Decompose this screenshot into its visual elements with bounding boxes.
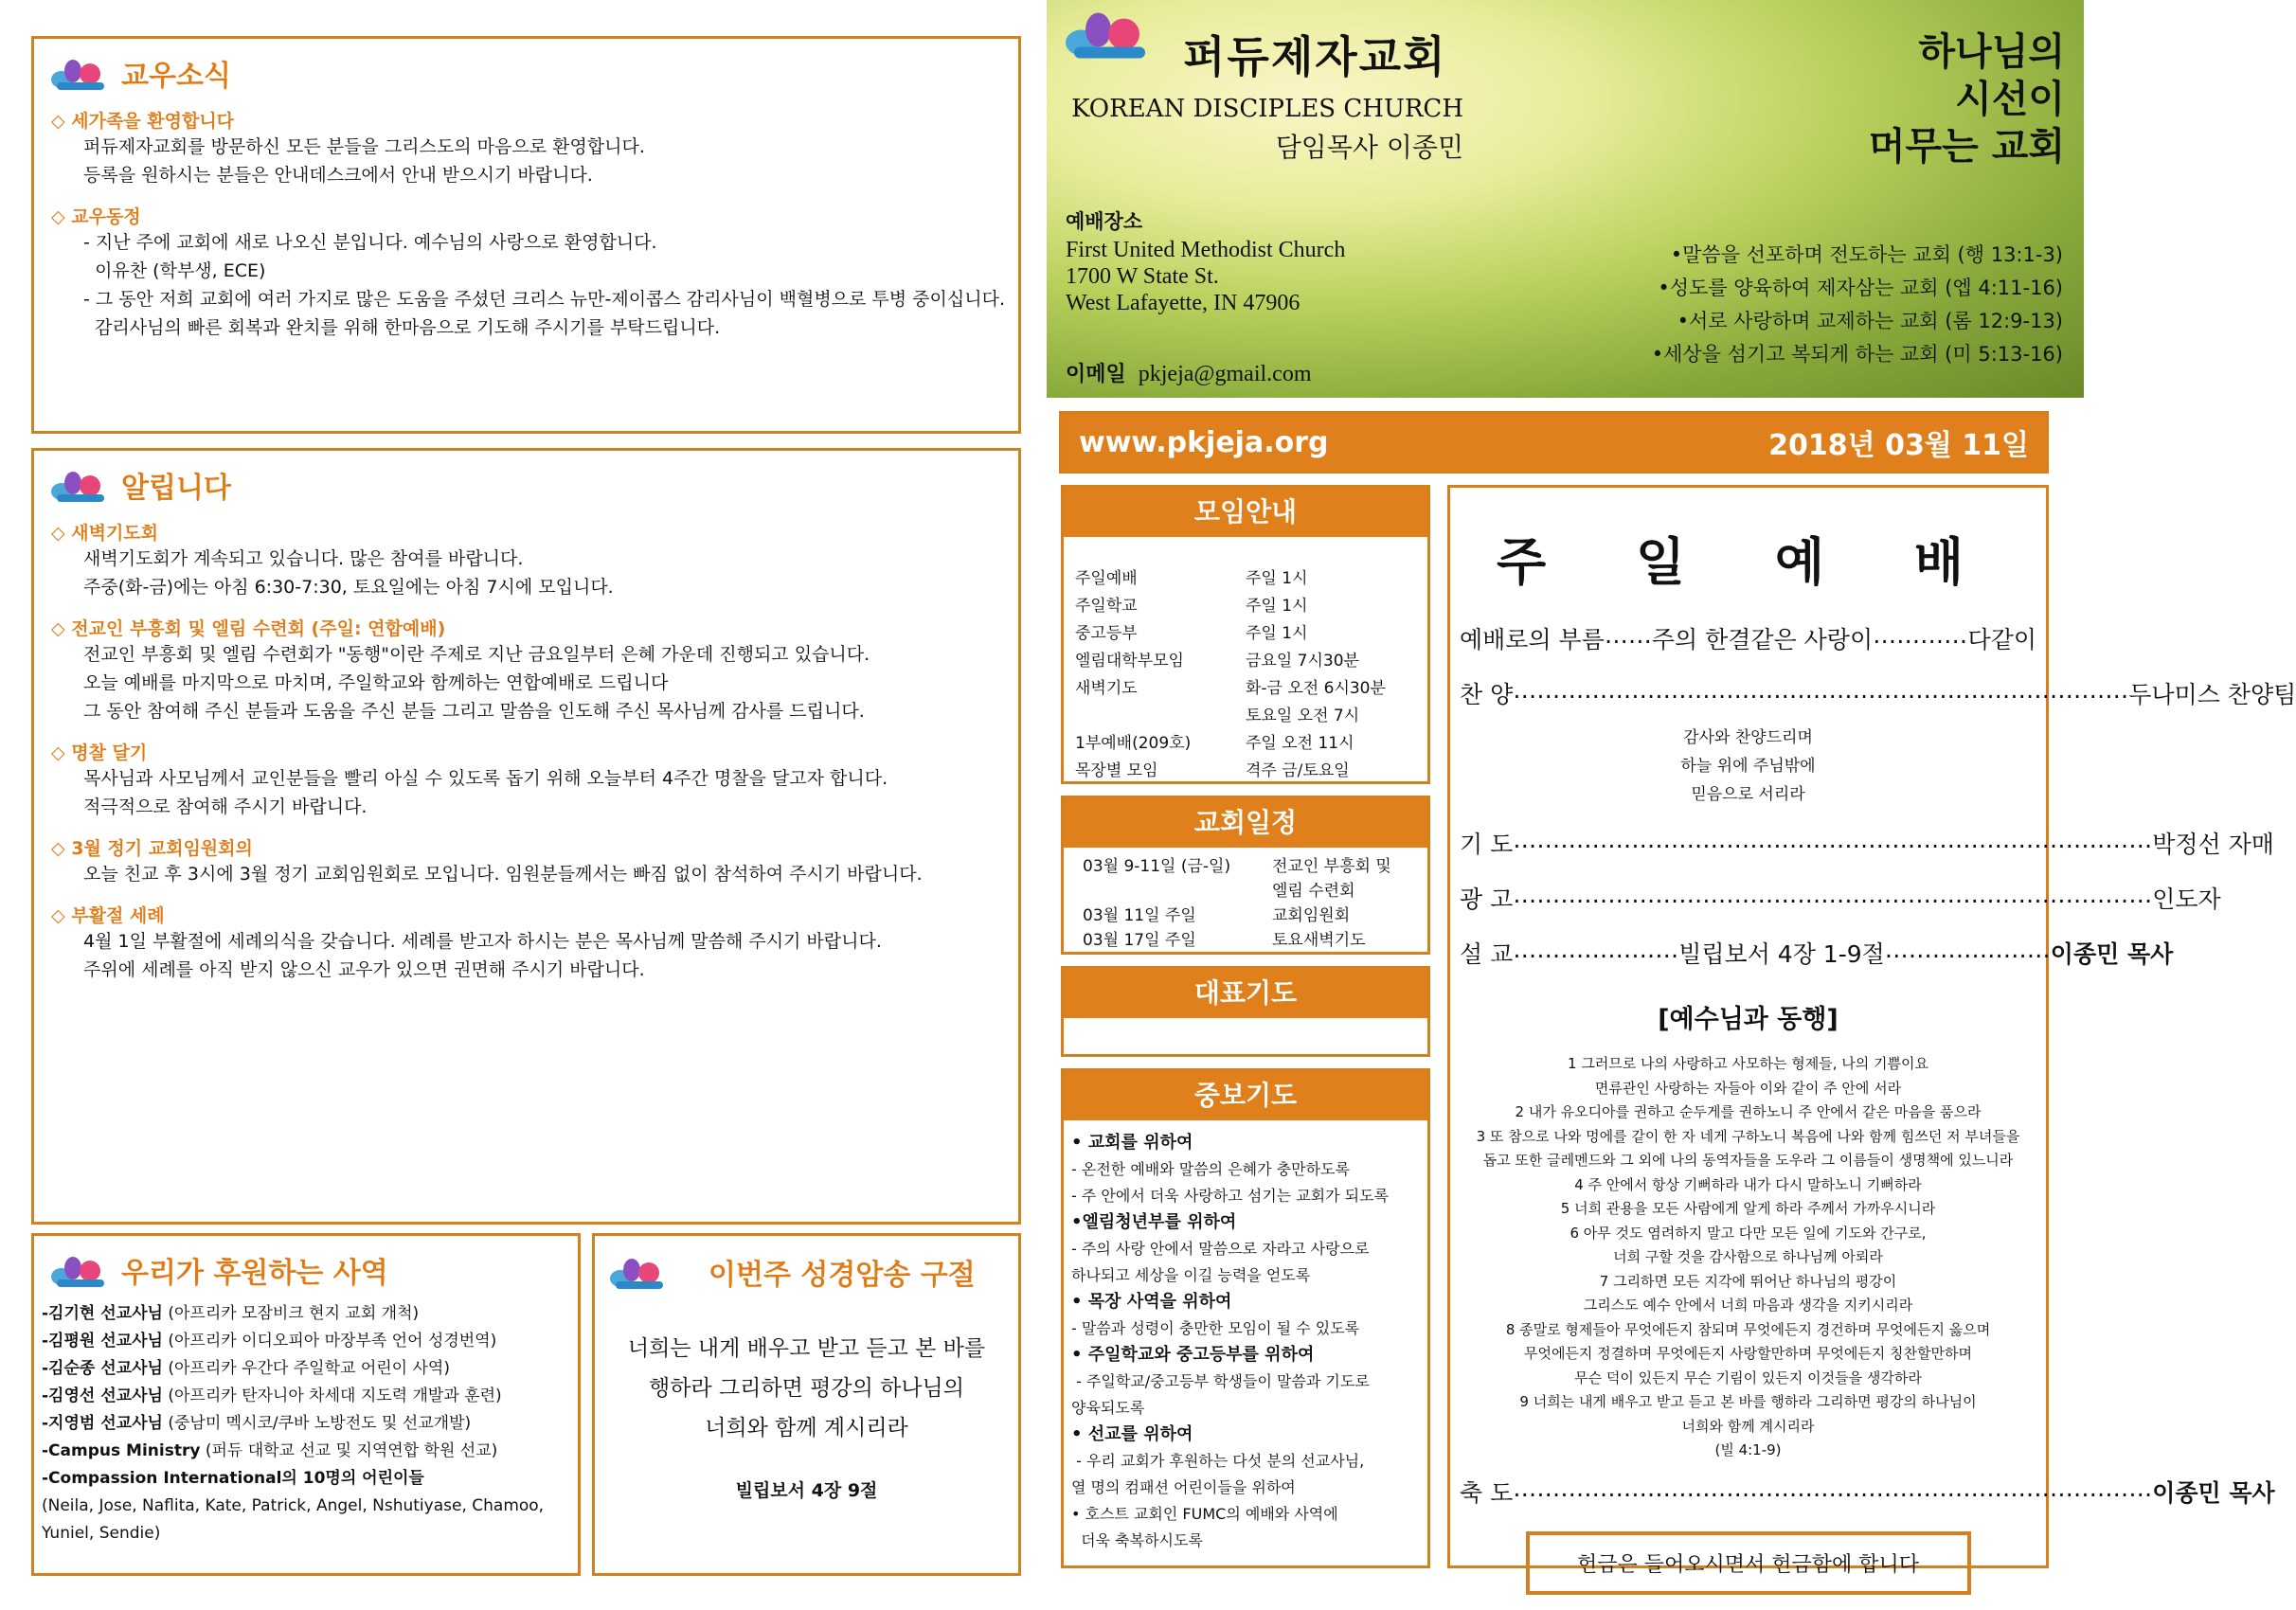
scripture-line: 너희와 함께 계시리라 <box>1681 1417 1815 1435</box>
announce-title: 알립니다 <box>121 472 231 505</box>
item-line: 오늘 예배를 마지막으로 마치며, 주일학교와 함께하는 연합예배로 드립니다 <box>83 672 669 693</box>
intercession-list <box>1064 1120 1427 1554</box>
item-heading: ◇ 교우동정 <box>51 203 1001 228</box>
memory-verse-section <box>592 1233 1021 1576</box>
order-label: 축 도 <box>1460 1478 1514 1507</box>
church-logo-icon <box>51 466 112 504</box>
mission-item <box>42 1383 570 1410</box>
song-title: 감사와 찬양드리며 <box>1683 728 1813 747</box>
order-leader: 두나미스 찬양팀 <box>2128 681 2296 708</box>
order-label: 기 도 <box>1460 831 1514 858</box>
intercession-line: 더욱 축복하시도록 <box>1071 1531 1203 1549</box>
item-heading: ◇ 명찰 달기 <box>51 739 1001 764</box>
schedule-event: 토요새벽기도 <box>1272 931 1366 950</box>
address-line: First United Methodist Church <box>1066 238 1346 262</box>
meeting-row <box>1075 675 1416 703</box>
meeting-name <box>1075 703 1246 730</box>
order-leader: 이종민 목사 <box>2152 1478 2275 1507</box>
memory-header <box>610 1251 1003 1293</box>
worship-place-label: 예배장소 <box>1066 210 1143 233</box>
missions-children: (Neila, Jose, Naflita, Kate, Patrick, Angel, Nshutiyase, Chamoo, Yuniel, Sendie) <box>42 1496 545 1543</box>
scripture-line: 4 주 안에서 항상 기뻐하라 내가 다시 말하노니 기뻐하라 <box>1574 1175 1922 1193</box>
worship-place <box>1066 206 1345 387</box>
memory-title: 이번주 성경암송 구절 <box>709 1259 976 1292</box>
order-leader: 이종민 목사 <box>2050 940 2174 968</box>
scripture-line: 돕고 또한 글레멘드와 그 외에 나의 동역자들을 도우라 그 이름들이 생명책에 있느니라 <box>1482 1152 2014 1169</box>
header-banner <box>1047 0 2084 398</box>
item-line: 목사님과 사모님께서 교인분들을 빨리 아실 수 있도록 돕기 위해 오늘부터 4주간 명찰을 달고자 합니다. <box>83 768 888 789</box>
verse-line: 너희는 내게 배우고 받고 듣고 본 바를 <box>627 1336 986 1361</box>
church-logo-icon <box>610 1253 671 1291</box>
schedule-date: 03월 17일 주일 <box>1083 931 1196 950</box>
meeting-time: 격주 금/토요일 <box>1246 761 1350 780</box>
vision-line: •서로 사랑하며 교제하는 교회 (롬 12:9-13) <box>1677 310 2063 332</box>
scripture-line: 1 그러므로 나의 사랑하고 사모하는 형제들, 나의 기쁨이요 <box>1568 1055 1928 1072</box>
mission-item <box>42 1355 570 1383</box>
mission-name: -Campus Ministry <box>42 1441 201 1460</box>
order-call-to-worship: 예배로의 부름 …… 주의 한결같은 사랑이 ………… 다같이 <box>1460 621 2036 653</box>
meeting-row <box>1075 730 1416 758</box>
worship-place-address <box>1066 237 1345 316</box>
meeting-row <box>1075 593 1416 620</box>
news-header <box>51 52 1001 94</box>
mission-name: -김평원 선교사님 <box>42 1332 163 1351</box>
intercession-line: • 목장 사역을 위하여 <box>1071 1292 1232 1312</box>
item-line: 4월 1일 부활절에 세례의식을 갖습니다. 세례를 받고자 하시는 분은 목사님께 말씀해 주시기 바랍니다. <box>83 931 882 952</box>
meeting-name: 주일예배 <box>1075 569 1138 588</box>
address-line: West Lafayette, IN 47906 <box>1066 291 1300 315</box>
meeting-name: 엘림대학부모임 <box>1075 652 1184 671</box>
worship-title: 주 일 예 배 <box>1496 532 2000 592</box>
scripture-line: 8 종말로 형제들아 무엇에든지 참되며 무엇에든지 경건하며 무엇에든지 옳으며 <box>1505 1320 1991 1338</box>
schedule-title: 교회일정 <box>1064 798 1427 848</box>
scripture-line: 6 아무 것도 염려하지 말고 다만 모든 일에 기도와 간구로, <box>1570 1224 1927 1242</box>
meeting-time: 금요일 7시30분 <box>1246 652 1359 671</box>
intercession-line: • 주일학교와 중고등부를 위하여 <box>1071 1345 1315 1365</box>
meeting-time: 주일 1시 <box>1246 597 1308 616</box>
order-label: 찬 양 <box>1460 681 1514 708</box>
mission-desc: (중남미 멕시코/쿠바 노방전도 및 선교개발) <box>162 1414 472 1433</box>
schedule-event: 전교인 부흥회 및 <box>1272 857 1391 876</box>
meetings-title: 모임안내 <box>1064 488 1427 537</box>
meeting-time: 토요일 오전 7시 <box>1246 707 1360 725</box>
meeting-time: 주일 1시 <box>1246 624 1308 643</box>
scripture-line: 면류관인 사랑하는 자들아 이와 같이 주 안에 서라 <box>1594 1079 1902 1097</box>
schedule-row <box>1083 904 1416 927</box>
scripture-line: 7 그리하면 모든 지각에 뛰어난 하나님의 평강이 <box>1599 1272 1897 1290</box>
news-list <box>51 107 1005 342</box>
item-heading: ◇ 새벽기도회 <box>51 519 1001 545</box>
intercession-line: 양육되도록 <box>1071 1399 1145 1417</box>
mission-name: -김영선 선교사님 <box>42 1386 163 1405</box>
meeting-row <box>1075 565 1416 593</box>
intercession-line: •엘림청년부를 위하여 <box>1071 1212 1237 1232</box>
order-leader: 인도자 <box>2152 886 2221 913</box>
announce-list <box>51 519 1001 984</box>
mission-name: -김순종 선교사님 <box>42 1359 163 1378</box>
order-sermon: 설 교 ………………… 빌립보서 4장 1-9절 ………………… 이종민 목사 <box>1460 936 2174 968</box>
scripture-line: 너희 구할 것을 감사함으로 하나님께 아뢰라 <box>1613 1248 1883 1265</box>
rep-prayer-section <box>1061 966 1430 1057</box>
vision-line: •세상을 섬기고 복되게 하는 교회 (미 5:13-16) <box>1651 343 2063 366</box>
scripture-line: (빌 4:1-9) <box>1714 1441 1782 1458</box>
intercession-line: • 호스트 교회인 FUMC의 예배와 사역에 <box>1071 1505 1338 1523</box>
schedule-row <box>1083 880 1416 903</box>
intercession-line: 열 명의 컴패션 어린이들을 위하여 <box>1071 1478 1296 1496</box>
intercession-line: • 교회를 위하여 <box>1071 1133 1193 1153</box>
sermon-title: [예수님과 동행] <box>1658 1005 1839 1034</box>
schedule-event: 엘림 수련회 <box>1272 882 1355 901</box>
meeting-name: 1부예배(209호) <box>1075 734 1192 753</box>
meeting-row <box>1075 703 1416 730</box>
rep-prayer-title: 대표기도 <box>1064 969 1427 1018</box>
announce-header <box>51 464 1001 506</box>
schedule-date <box>1083 880 1272 903</box>
church-logo-icon <box>51 54 112 92</box>
scripture-line: 3 또 참으로 나와 멍에를 같이 한 자 네게 구하노니 복음에 나와 함께 힘쓰던 저 부녀들을 <box>1476 1127 2020 1145</box>
schedule-section <box>1061 796 1430 955</box>
scripture-line: 2 내가 유오디아를 권하고 순두게를 권하노니 주 안에서 같은 마음을 품으라 <box>1515 1103 1982 1120</box>
memory-verse-text <box>610 1329 1003 1448</box>
scripture-line: 9 너희는 내게 배우고 받고 듣고 본 바를 행하라 그리하면 평강의 하나님이 <box>1519 1393 1977 1410</box>
news-title: 교우소식 <box>121 60 231 93</box>
address-line: 1700 W State St. <box>1066 264 1219 289</box>
schedule-row <box>1083 929 1416 952</box>
missions-header <box>42 1249 570 1291</box>
mission-name: -Compassion International의 10명의 어린이들 <box>42 1469 424 1488</box>
meeting-row <box>1075 620 1416 648</box>
church-logo-icon <box>51 1251 112 1289</box>
church-name-korean: 퍼듀제자교회 <box>1183 31 1447 82</box>
item-line: 이유찬 (학부생, ECE) <box>83 260 266 281</box>
email-link[interactable]: pkjeja@gmail.com <box>1138 362 1312 386</box>
order-praise: 찬 양 …………………………………………………………………… 두나미스 찬양팀 <box>1460 676 2296 708</box>
mission-item <box>42 1465 570 1493</box>
intercession-line: • 선교를 위하여 <box>1071 1424 1193 1444</box>
order-title: 주의 한결같은 사랑이 <box>1651 626 1874 653</box>
scripture-line: 그리스도 예수 안에서 너희 마음과 생각을 지키시리라 <box>1583 1297 1913 1314</box>
meetings-section <box>1061 485 1430 784</box>
vision-line: •말씀을 선포하며 전도하는 교회 (행 13:1-3) <box>1670 243 2063 266</box>
schedule-event: 교회임원회 <box>1272 906 1351 925</box>
church-motto <box>1869 28 2065 170</box>
item-line: 감리사님의 빠른 회복과 완치를 위해 한마음으로 기도해 주시기를 부탁드립니다. <box>83 317 721 338</box>
meeting-time: 주일 오전 11시 <box>1246 734 1354 753</box>
item-line: 등록을 원하시는 분들은 안내데스크에서 안내 받으시기 바랍니다. <box>83 165 593 186</box>
item-heading: ◇ 전교인 부흥회 및 엘림 수련회 (주일: 연합예배) <box>51 615 1001 640</box>
order-title: 빌립보서 4장 1-9절 <box>1678 940 1885 968</box>
church-name-english: KOREAN DISCIPLES CHURCH <box>1071 95 1463 123</box>
vision-line: •성도를 양육하여 제자삼는 교회 (엡 4:11-16) <box>1658 277 2063 299</box>
mission-name: -김기현 선교사님 <box>42 1304 163 1323</box>
order-leader: 다같이 <box>1967 626 2036 653</box>
church-vision <box>1652 239 2063 371</box>
offering-notice: 헌금은 들어오시면서 헌금함에 합니다 <box>1526 1531 1971 1595</box>
intercession-title: 중보기도 <box>1064 1071 1427 1120</box>
item-line: 주위에 세례를 아직 받지 않으신 교우가 있으면 권면해 주시기 바랍니다. <box>83 959 645 980</box>
missions-section <box>31 1233 581 1576</box>
missions-title: 우리가 후원하는 사역 <box>121 1257 388 1290</box>
mission-item <box>42 1300 570 1328</box>
mission-item <box>42 1410 570 1438</box>
memory-verse-ref: 빌립보서 4장 9절 <box>735 1480 878 1501</box>
intercession-line: - 우리 교회가 후원하는 다섯 분의 선교사님, <box>1071 1452 1365 1470</box>
mission-item <box>42 1438 570 1465</box>
order-label: 광 고 <box>1460 886 1514 913</box>
scripture-line: 무엇에든지 정결하며 무엇에든지 사랑할만하며 무엇에든지 칭찬할만하며 <box>1523 1345 1973 1362</box>
mission-name: -지영범 선교사님 <box>42 1414 163 1433</box>
schedule-date: 03월 11일 주일 <box>1083 906 1196 925</box>
motto-line: 하나님의 <box>1918 30 2065 74</box>
item-line: - 지난 주에 교회에 새로 나오신 분입니다. 예수님의 사랑으로 환영합니다. <box>83 232 657 253</box>
song-title: 믿음으로 서리라 <box>1691 785 1805 804</box>
schedule-date: 03월 9-11일 (금-일) <box>1083 857 1231 876</box>
intercession-section <box>1061 1068 1430 1568</box>
meeting-name: 목장별 모임 <box>1075 761 1158 780</box>
schedule-row <box>1083 855 1416 878</box>
church-logo-icon <box>1066 5 1222 104</box>
order-leader: 박정선 자매 <box>2152 831 2274 858</box>
news-section <box>31 36 1021 434</box>
intercession-line: - 주 안에서 더욱 사랑하고 섬기는 교회가 되도록 <box>1071 1187 1390 1205</box>
item-heading: ◇ 세가족을 환영합니다 <box>51 107 1001 133</box>
meeting-name: 새벽기도 <box>1075 679 1138 698</box>
mission-desc: (퍼듀 대학교 선교 및 지역연합 학원 선교) <box>200 1441 498 1460</box>
item-line: 퍼듀제자교회를 방문하신 모든 분들을 그리스도의 마음으로 환영합니다. <box>83 136 645 157</box>
motto-line: 머무는 교회 <box>1868 125 2065 169</box>
intercession-line: - 말씀과 성령이 충만한 모임이 될 수 있도록 <box>1071 1319 1360 1337</box>
website-link[interactable]: www.pkjeja.org <box>1079 425 1329 459</box>
item-heading: ◇ 부활절 세례 <box>51 902 1001 927</box>
meeting-time: 주일 1시 <box>1246 569 1308 588</box>
pastor-name: 담임목사 이종민 <box>1275 132 1463 163</box>
praise-songs <box>1460 724 2036 809</box>
scripture-text <box>1460 1052 2036 1463</box>
website-date-bar <box>1059 411 2049 474</box>
email-label: 이메일 <box>1066 363 1126 386</box>
intercession-line: - 주의 사랑 안에서 말씀으로 자라고 사랑으로 <box>1071 1240 1370 1258</box>
bulletin-date: 2018년 03월 11일 <box>1768 429 2029 462</box>
verse-line: 행하라 그리하면 평강의 하나님의 <box>649 1376 964 1401</box>
item-line: 그 동안 참여해 주신 분들과 도움을 주신 분들 그리고 말씀을 인도해 주신 목사님께 감사를 드립니다. <box>83 701 865 722</box>
announce-section <box>31 448 1021 1225</box>
motto-line: 시선이 <box>1955 78 2065 121</box>
order-prayer: 기 도 ……………………………………………………………………… 박정선 자매 <box>1460 826 2274 858</box>
item-line: 오늘 친교 후 3시에 3월 정기 교회임원회로 모입니다. 임원분들께서는 빠짐 없이 참석하여 주시기 바랍니다. <box>83 864 923 885</box>
meeting-name: 주일학교 <box>1075 597 1138 616</box>
missions-list <box>42 1300 570 1493</box>
order-benediction: 축 도 ……………………………………………………………………… 이종민 목사 <box>1460 1474 2275 1507</box>
order-label: 설 교 <box>1460 940 1514 968</box>
order-label: 예배로의 부름 <box>1460 626 1605 653</box>
meeting-row <box>1075 758 1416 785</box>
intercession-line: - 온전한 예배와 말씀의 은혜가 충만하도록 <box>1071 1160 1350 1178</box>
intercession-line: 하나되고 세상을 이길 능력을 얻도록 <box>1071 1266 1311 1284</box>
meeting-row <box>1075 648 1416 675</box>
mission-item <box>42 1328 570 1355</box>
item-line: - 그 동안 저희 교회에 여러 가지로 많은 도움을 주셨던 크리스 뉴만-제이콥스 감리사님이 백혈병으로 투병 중이십니다. <box>83 289 1005 310</box>
order-notice: 광 고 ……………………………………………………………………… 인도자 <box>1460 881 2221 913</box>
meetings-table <box>1064 537 1427 785</box>
song-title: 하늘 위에 주님밖에 <box>1680 757 1816 776</box>
mission-desc: (아프리카 모잠비크 현지 교회 개척) <box>162 1304 420 1323</box>
church-name-block <box>1066 21 1463 165</box>
mission-desc: (아프리카 탄자니아 차세대 지도력 개발과 훈련) <box>162 1386 502 1405</box>
item-line: 전교인 부흥회 및 엘림 수련회가 "동행"이란 주제로 지난 금요일부터 은혜 가운데 진행되고 있습니다. <box>83 644 870 665</box>
item-line: 적극적으로 참여해 주시기 바랍니다. <box>83 796 368 817</box>
intercession-line: - 주일학교/중고등부 학생들이 말씀과 기도로 <box>1071 1372 1370 1390</box>
item-line: 새벽기도회가 계속되고 있습니다. 많은 참여를 바랍니다. <box>83 548 524 569</box>
item-heading: ◇ 3월 정기 교회임원회의 <box>51 834 1001 860</box>
scripture-line: 5 너희 관용을 모든 사람에게 알게 하라 주께서 가까우시니라 <box>1560 1200 1936 1217</box>
worship-order-section <box>1447 485 2296 1577</box>
verse-line: 너희와 함께 계시리라 <box>705 1416 908 1440</box>
mission-desc: (아프리카 우간다 주일학교 어린이 사역) <box>162 1359 450 1378</box>
mission-desc: (아프리카 이디오피아 마장부족 언어 성경번역) <box>162 1332 497 1351</box>
schedule-table <box>1064 848 1427 952</box>
meeting-name: 중고등부 <box>1075 624 1138 643</box>
item-line: 주중(화-금)에는 아침 6:30-7:30, 토요일에는 아침 7시에 모입니다. <box>83 577 614 598</box>
meeting-time: 화-금 오전 6시30분 <box>1246 679 1386 698</box>
scripture-line: 무슨 덕이 있든지 무슨 기림이 있든지 이것들을 생각하라 <box>1574 1368 1922 1386</box>
